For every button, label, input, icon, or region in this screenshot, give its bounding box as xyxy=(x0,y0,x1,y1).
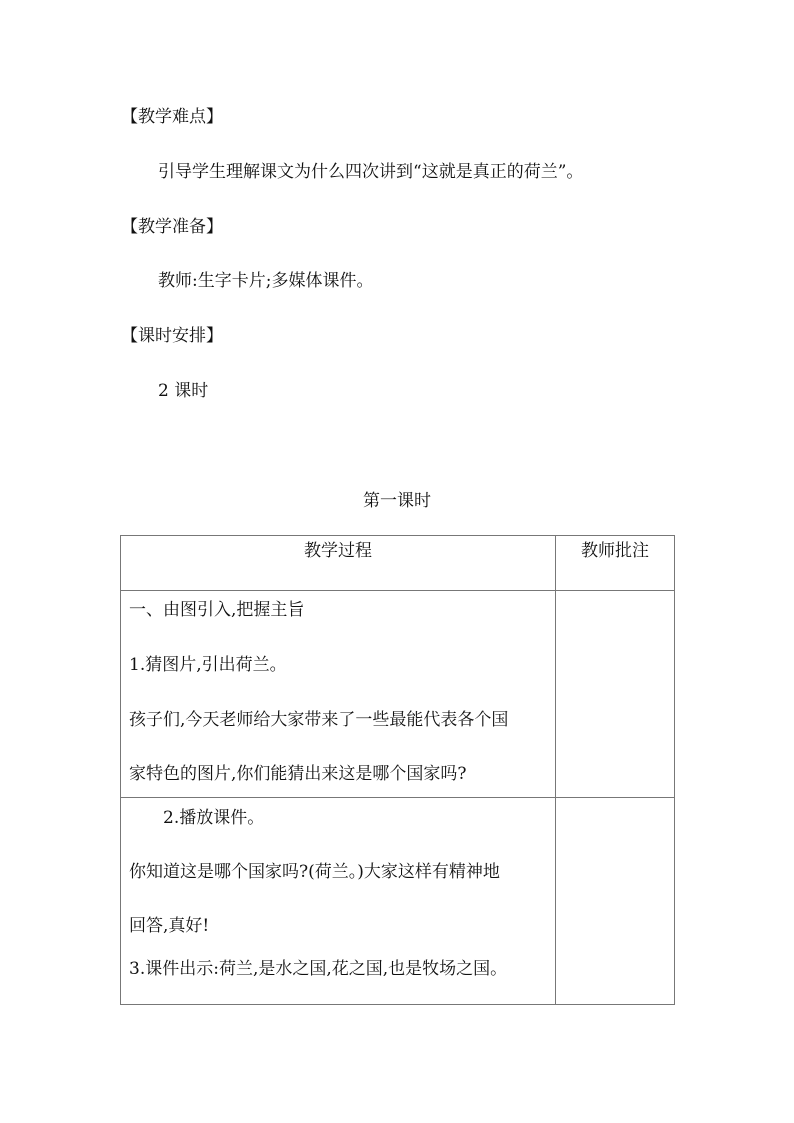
notes-cell xyxy=(556,798,675,1005)
section-title-difficulty: 【教学难点】 xyxy=(121,107,223,127)
section-body-preparation: 教师:生字卡片;多媒体课件。 xyxy=(158,271,374,291)
table-header-row xyxy=(121,536,675,591)
process-line: 你知道这是哪个国家吗?(荷兰。)大家这样有精神地 xyxy=(129,862,500,882)
header-teacher-notes: 教师批注 xyxy=(556,536,675,591)
process-line: 3.课件出示:荷兰,是水之国,花之国,也是牧场之国。 xyxy=(129,959,508,979)
process-line: 1.猜图片,引出荷兰。 xyxy=(129,655,287,675)
table-row xyxy=(121,798,675,1005)
process-line: 孩子们,今天老师给大家带来了一些最能代表各个国 xyxy=(129,710,509,730)
lesson-plan-table xyxy=(120,535,675,1005)
process-cell xyxy=(121,591,556,798)
header-teaching-process: 教学过程 xyxy=(121,536,556,591)
table-row xyxy=(121,591,675,798)
section-title-preparation: 【教学准备】 xyxy=(121,217,223,237)
section-title-schedule: 【课时安排】 xyxy=(121,326,223,346)
notes-cell xyxy=(556,591,675,798)
section-body-schedule: 2 课时 xyxy=(158,381,209,401)
process-line: 家特色的图片,你们能猜出来这是哪个国家吗? xyxy=(129,764,467,784)
process-line: 回答,真好! xyxy=(129,916,210,936)
process-line: 2.播放课件。 xyxy=(163,808,265,828)
section-body-difficulty: 引导学生理解课文为什么四次讲到“这就是真正的荷兰”。 xyxy=(158,162,584,182)
process-cell xyxy=(121,798,556,1005)
lesson-title: 第一课时 xyxy=(363,491,431,511)
process-line: 一、由图引入,把握主旨 xyxy=(129,600,305,620)
